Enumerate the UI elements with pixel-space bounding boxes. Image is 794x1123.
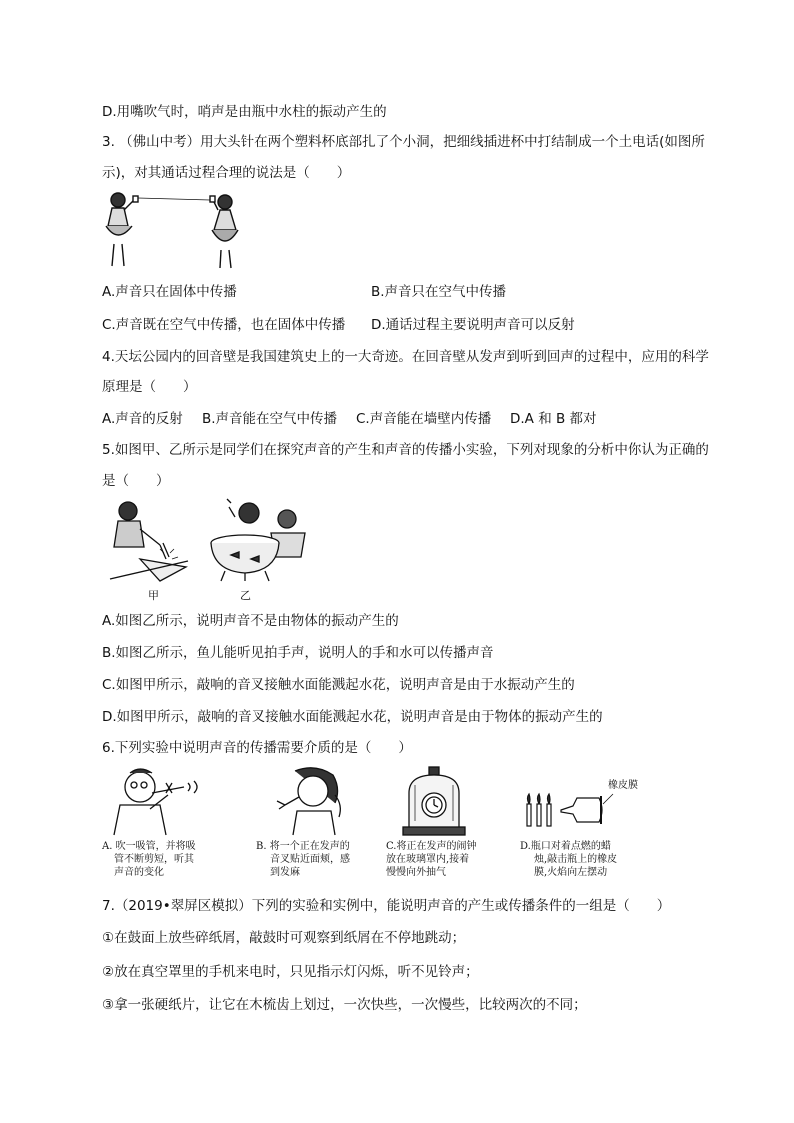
q2-option-d: D.用嘴吹气时，哨声是由瓶中水柱的振动产生的 [102, 104, 387, 120]
q3-option-d: D.通话过程主要说明声音可以反射 [371, 317, 575, 333]
fish-bowl-clapping-drawing [205, 497, 315, 587]
q6-figure-c [395, 765, 475, 840]
q6-caption-c-line3: 慢慢向外抽气 [386, 867, 446, 878]
q4-stem-line1: 4.天坛公园内的回音壁是我国建筑史上的一大奇迹。在回音壁从发声到听到回声的过程中，应用的科学 [102, 349, 709, 365]
bell-jar-alarm-clock-drawing [395, 765, 475, 840]
q5-option-b: B.如图乙所示，鱼儿能听见拍手声，说明人的手和水可以传播声音 [102, 645, 494, 661]
q6-caption-c-line1: C.将正在发声的闹钟 [386, 841, 477, 852]
q5-option-a: A.如图乙所示，说明声音不是由物体的振动产生的 [102, 613, 399, 629]
q6-caption-d-line2: 烛,敲击瓶上的橡皮 [534, 854, 618, 865]
q5-label-yi: 乙 [240, 589, 251, 602]
q4-option-a: A.声音的反射 [102, 411, 183, 427]
q6-caption-a-line3: 声音的变化 [114, 867, 164, 878]
q5-stem-line1: 5.如图甲、乙所示是同学们在探究声音的产生和声音的传播小实验，下列对现象的分析中你认为正确的 [102, 442, 709, 458]
q5-stem-line2: 是（ ） [102, 473, 170, 489]
q6-caption-a-line1: A. 吹一吸管，并将吸 [102, 841, 196, 852]
q7-item-2: ②放在真空罩里的手机来电时，只见指示灯闪烁，听不见铃声； [102, 964, 479, 980]
tuning-fork-water-drawing [100, 497, 190, 587]
q7-stem: 7.（2019•翠屏区模拟）下列的实验和实例中，能说明声音的产生或传播条件的一组是（ ） [102, 898, 671, 914]
q5-figure-jia [100, 497, 190, 587]
q3-option-a: A.声音只在固体中传播 [102, 284, 237, 300]
q6-caption-a-line2: 管不断剪短，听其 [114, 854, 194, 865]
q6-figure-b [255, 765, 365, 840]
q3-tin-can-phone-illustration [100, 186, 250, 272]
q6-caption-d-line1: D.瓶口对着点燃的蜡 [520, 841, 611, 852]
q4-option-b: B.声音能在空气中传播 [202, 411, 338, 427]
q4-stem-line2: 原理是（ ） [102, 379, 197, 395]
q6-caption-d-line3: 膜,火焰向左摆动 [534, 867, 608, 878]
q5-option-c: C.如图甲所示，敲响的音叉接触水面能溅起水花，说明声音是由于水振动产生的 [102, 677, 575, 693]
q6-figure-a [100, 765, 235, 840]
q6-caption-b-line2: 音叉贴近面颊，感 [270, 854, 350, 865]
q6-caption-c-line2: 放在玻璃罩内,接着 [386, 854, 470, 865]
straw-cutting-drawing [100, 765, 235, 840]
q4-option-c: C.声音能在墙壁内传播 [356, 411, 492, 427]
q3-stem-line1: 3. （佛山中考）用大头针在两个塑料杯底部扎了个小洞，把细线插进杯中打结制成一个土电话(如图所 [102, 134, 705, 150]
q7-item-3: ③拿一张硬纸片，让它在木梳齿上划过，一次快些，一次慢些，比较两次的不同； [102, 997, 587, 1013]
q5-option-d: D.如图甲所示，敲响的音叉接触水面能溅起水花，说明声音是由于物体的振动产生的 [102, 709, 603, 725]
q3-option-b: B.声音只在空气中传播 [371, 284, 507, 300]
q6-caption-b-line1: B. 将一个正在发声的 [256, 841, 350, 852]
q4-option-d: D.A 和 B 都对 [510, 411, 597, 427]
q5-figure-yi [205, 497, 315, 587]
q3-stem-line2: 示)，对其通话过程合理的说法是（ ） [102, 165, 351, 181]
q6-rubber-membrane-label: 橡皮膜 [608, 780, 638, 791]
tuning-fork-cheek-drawing [255, 765, 365, 840]
q7-item-1: ①在鼓面上放些碎纸屑，敲鼓时可观察到纸屑在不停地跳动； [102, 930, 466, 946]
q5-label-jia: 甲 [148, 589, 159, 602]
tin-can-phone-drawing [100, 186, 250, 272]
q3-option-c: C.声音既在空气中传播，也在固体中传播 [102, 317, 346, 333]
q6-caption-b-line3: 到发麻 [270, 867, 300, 878]
q6-stem: 6.下列实验中说明声音的传播需要介质的是（ ） [102, 740, 412, 756]
